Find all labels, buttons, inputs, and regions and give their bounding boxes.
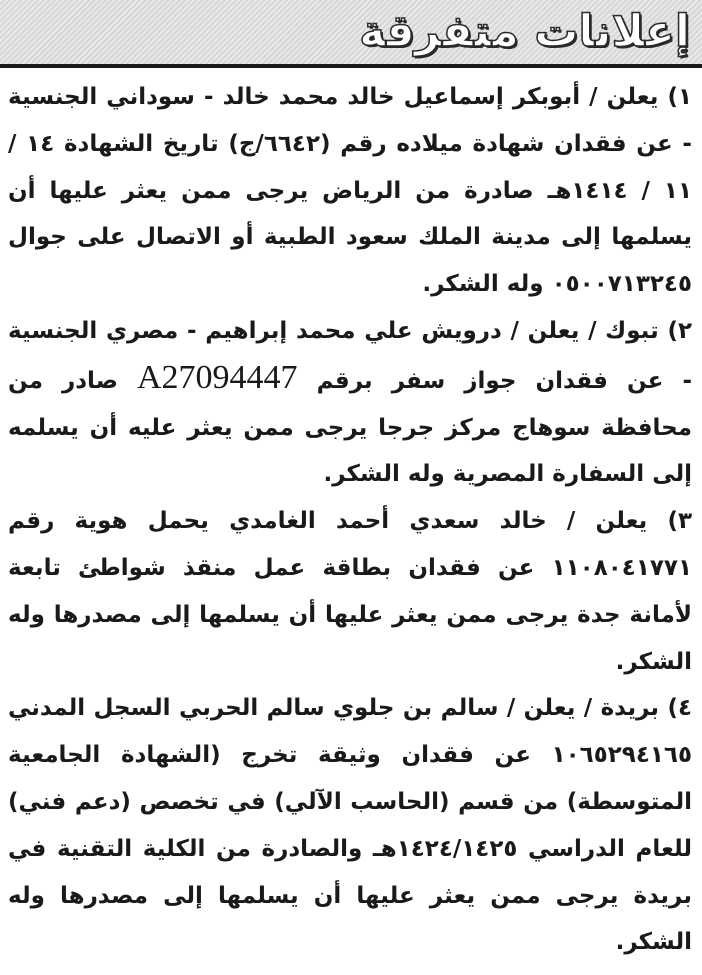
ad-number: ٤) (667, 695, 692, 722)
ad-item-4 (8, 685, 692, 966)
section-header (0, 0, 702, 64)
ad-number: ٢) (667, 317, 692, 344)
ad-item-3 (8, 498, 692, 685)
ad-text: يعلن / خالد سعدي أحمد الغامدي يحمل هوية رقم ١١٠٨٠٤١٧٧١ عن فقدان بطاقة عمل منقذ شواطئ تابعة لأمانة جدة يرجى ممن يعثر عليها أن يسلمها إلى مصدرها وله الشكر. (8, 508, 692, 675)
ad-number: ١) (667, 84, 692, 110)
ad-text-continued: صادر من محافظة سوهاج مركز جرجا يرجى ممن يعثر عليه أن يسلمه إلى السفارة المصرية وله الشكر. (8, 367, 692, 488)
ad-text: بريدة / يعلن / سالم بن جلوي سالم الحربي السجل المدني ١٠٦٥٢٩٤١٦٥ عن فقدان وثيقة تخرج (الشهادة الجامعية المتوسطة) من قسم (الحاسب الآلي) في تخصص (دعم فني) للعام الدراسي ١٤٢٤/١٤٢٥هـ والصادرة من الكلية التقنية في بريدة يرجى ممن يعثر عليها أن يسلمها إلى مصدرها وله الشكر. (8, 695, 692, 956)
ad-item-1 (8, 74, 692, 308)
header-divider (0, 64, 702, 68)
ad-number: ٣) (667, 508, 693, 535)
section-title: إعلانات متفرقة (359, 6, 690, 57)
passport-number: A27094447 (137, 358, 298, 396)
ad-text: تبوك / يعلن / درويش علي محمد إبراهيم - مصري الجنسية - عن فقدان جواز سفر برقم (8, 317, 692, 394)
ads-list (8, 74, 692, 971)
ad-text: يعلن / أبوبكر إسماعيل خالد محمد خالد - سوداني الجنسية - عن فقدان شهادة ميلاده رقم (٦٦٤٢/ج) تاريخ الشهادة ١٤ / ١١ / ١٤١٤هـ صادرة من الرياض يرجى ممن يعثر عليها أن يسلمها إلى مدينة الملك سعود الطبية أو الاتصال على جوال ٠٥٠٠٧١٣٢٤٥ وله الشكر. (8, 84, 692, 298)
ad-item-2 (8, 308, 692, 498)
